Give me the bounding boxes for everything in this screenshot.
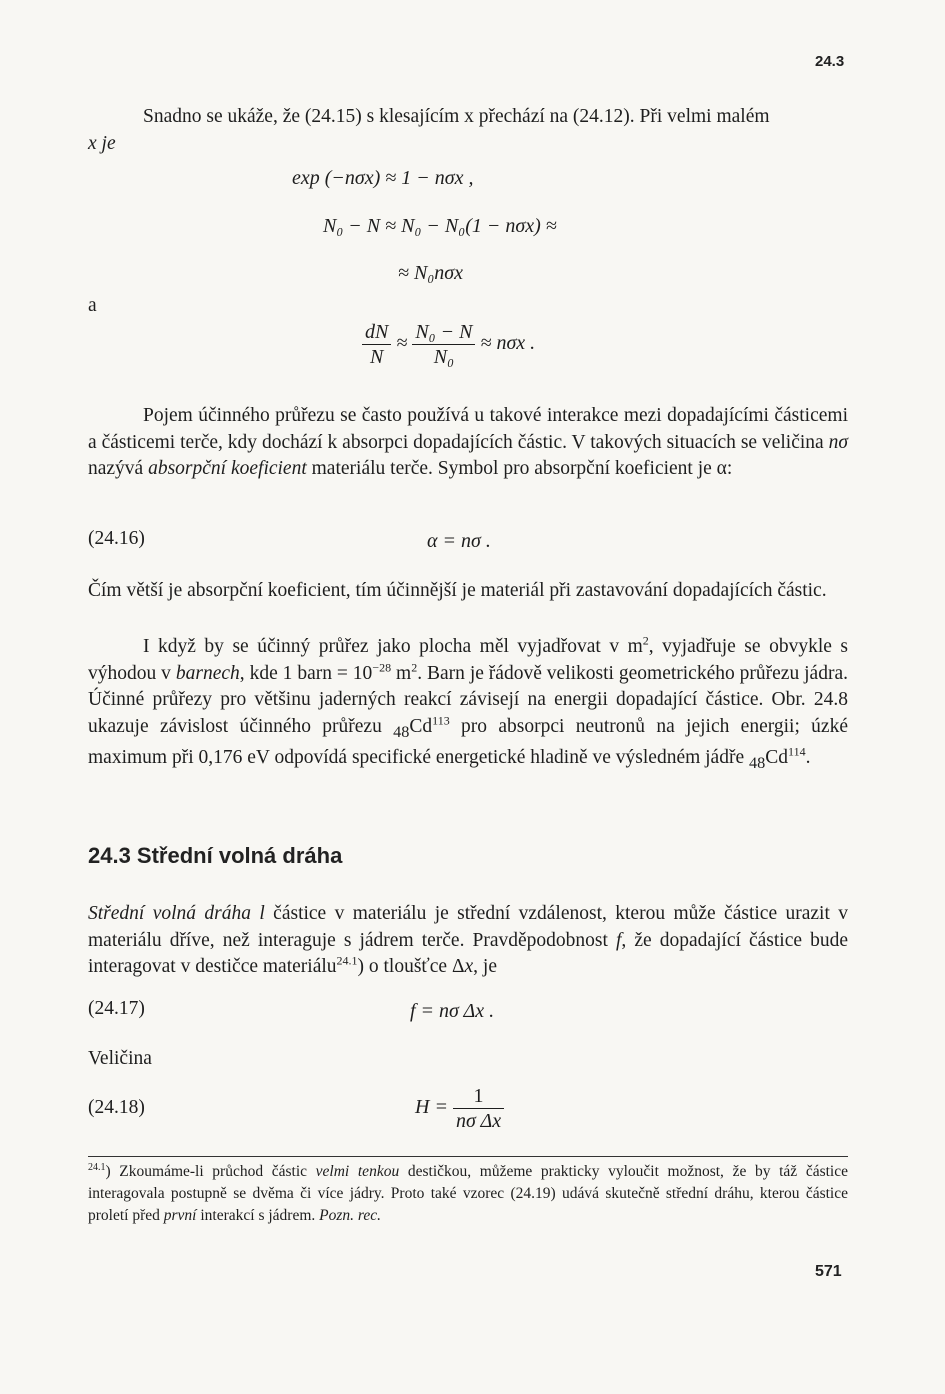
fraction-denominator: N₀ [433, 346, 455, 368]
footnote: $^{24.1}$) Zkoumáme-li průchod částic velmi tenkou destičkou, můžeme prakticky vyloučit možnost, že by táž částice interagovala postupně se dvěma či více jádry. Proto také vzorec (24.19) udává skutečně střední dráhu, kterou částice proletí před první interakcí s jádrem. Pozn. rec. [88, 1161, 848, 1224]
equation-lhs: H = [415, 1096, 448, 1119]
equation-n-diff-2: ≈ N₀nσx [398, 262, 464, 284]
equation-exp: exp (−nσx) ≈ 1 − nσx , [292, 167, 474, 189]
conjunction-a: a [88, 295, 97, 316]
fraction-numerator: N₀ − N [412, 320, 475, 345]
paragraph-absorption-effect: Čím větší je absorpční koeficient, tím účinnější je materiál při zastavování dopadajících částic. [88, 580, 827, 601]
equation-number-24-17: (24.17) [88, 998, 145, 1019]
fraction-denominator: nσ Δx [455, 1110, 502, 1132]
approx-sign: ≈ [396, 332, 408, 355]
fraction-denominator: N [370, 346, 384, 368]
equation-fraction [362, 320, 535, 369]
page-number: 571 [815, 1263, 842, 1280]
word-velicina: Veličina [88, 1048, 152, 1069]
paragraph-absorption: Pojem účinného průřezu se často používá u takové interakce mezi dopadajícími částicemi a částicemi terče, kdy dochází k absorpci dopadajících částic. V takových situacích se veličina nσ nazývá absorpční koeficient materiálu terče. Symbol pro absorpční koeficient je α: [88, 405, 848, 479]
equation-number-24-18: (24.18) [88, 1097, 145, 1118]
fraction-n0-minus-n [412, 320, 475, 369]
intro-line-2: x je [88, 133, 116, 154]
equation-24-16: α = nσ . [427, 530, 491, 552]
intro-line-1: Snadno se ukáže, že (24.15) s klesajícím x přechází na (24.12). Při velmi malém [143, 106, 770, 127]
fraction-numerator: 1 [453, 1084, 504, 1109]
section-number-header: 24.3 [815, 53, 845, 70]
fraction-one-over-nsigma-dx [453, 1084, 504, 1133]
fraction-numerator: dN [362, 320, 391, 345]
equation-n-diff-1: N₀ − N ≈ N₀ − N₀(1 − nσx) ≈ [323, 215, 557, 237]
equation-24-17: f = nσ Δx . [410, 1000, 495, 1022]
paragraph-barn: I když by se účinný průřez jako plocha měl vyjadřovat v $m^2$, vyjadřuje se obvykle s výhodou v barnech, kde 1 barn = $10^{-28}$ $m^2$. Barn je řádově velikosti geometrického průřezu jádra. Účinné průřezy pro většinu jaderných reakcí závisejí na energii dopadající částice. Obr. 24.8 ukazuje závislost účinného průřezu $_{48}Cd^{113}$ pro absorpci neutronů na jejich energii; úzké maximum při 0,176 eV odpovídá specifické energetické hladině ve výsledném jádře $_{48}Cd^{114}$. [88, 633, 848, 772]
fraction-dn-over-n [362, 320, 391, 369]
approx-result: ≈ nσx . [480, 332, 536, 355]
footnote-divider [88, 1156, 848, 1157]
section-heading: 24.3 Střední volná dráha [88, 843, 343, 868]
equation-24-18 [415, 1084, 504, 1133]
paragraph-mean-free-path: Střední volná dráha l částice v materiálu je střední vzdálenost, kterou může částice urazit v materiálu dříve, než interaguje s jádrem terče. Pravděpodobnost f, že dopadající částice bude interagovat v destičce materiálu$^{24.1}$) o tloušťce Δx, je [88, 903, 848, 977]
equation-number-24-16: (24.16) [88, 528, 145, 549]
